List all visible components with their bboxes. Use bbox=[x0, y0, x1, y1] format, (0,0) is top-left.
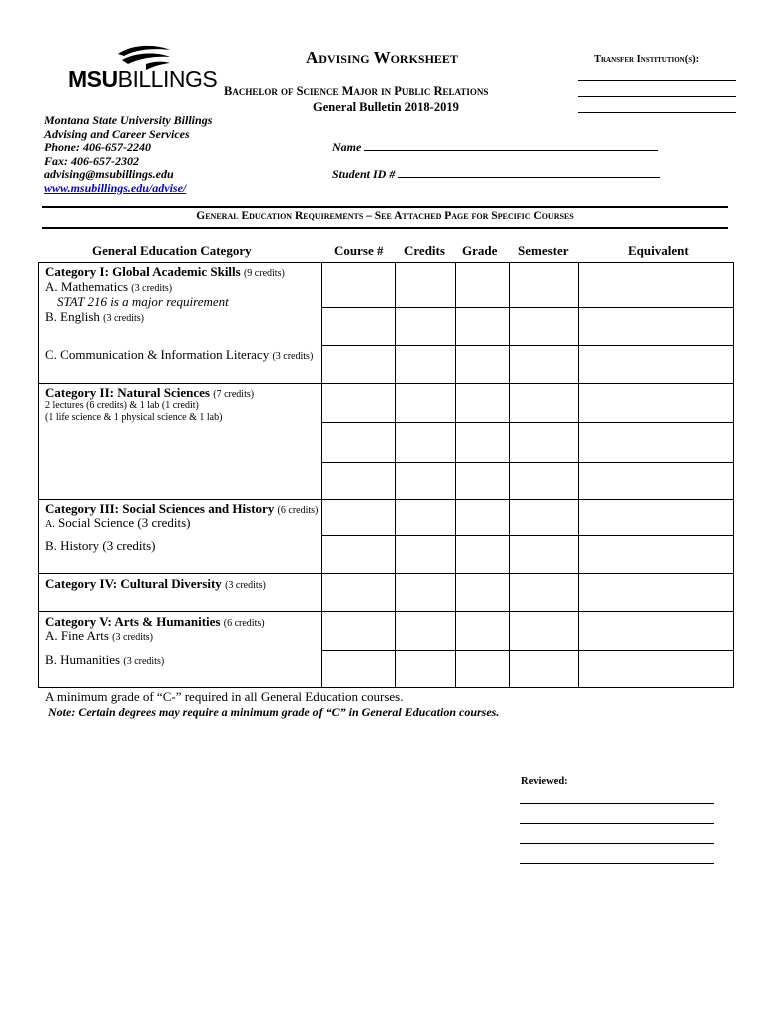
section-bottom-rule bbox=[42, 227, 728, 229]
cat5-fine-arts: A. Fine Arts (3 credits) bbox=[45, 628, 153, 643]
cat3-social-science: A. Social Science (3 credits) bbox=[45, 515, 191, 530]
page-title: Advising Worksheet bbox=[306, 48, 458, 67]
cat2-lectures-note: 2 lectures (6 credits) & 1 lab (1 credit) bbox=[45, 400, 199, 411]
cat1-communication: C. Communication & Information Literacy (3 credits) bbox=[45, 347, 314, 362]
reviewed-label: Reviewed: bbox=[521, 776, 568, 787]
cat2-title: Category II: Natural Sciences (7 credits) bbox=[45, 385, 255, 400]
cat5-humanities: B. Humanities (3 credits) bbox=[45, 652, 165, 667]
bulletin-year: General Bulletin 2018-2019 bbox=[313, 100, 459, 114]
msu-billings-logo bbox=[68, 44, 218, 96]
cat1-english: B. English (3 credits) bbox=[45, 309, 144, 324]
cat1-mathematics: A. Mathematics (3 credits) bbox=[45, 279, 173, 294]
col-header-category: General Education Category bbox=[92, 243, 252, 258]
name-field[interactable] bbox=[332, 140, 658, 155]
student-id-line[interactable] bbox=[398, 167, 660, 178]
reviewed-line[interactable] bbox=[520, 823, 714, 824]
name-line[interactable] bbox=[364, 140, 658, 151]
reviewed-line[interactable] bbox=[520, 863, 714, 864]
col-header-semester: Semester bbox=[518, 243, 569, 258]
reviewed-line[interactable] bbox=[520, 803, 714, 804]
degree-grade-note: Note: Certain degrees may require a minimum grade of “C” in General Education courses. bbox=[48, 705, 500, 719]
cat5-title: Category V: Arts & Humanities (6 credits) bbox=[45, 614, 265, 629]
transfer-institution-line[interactable] bbox=[578, 96, 736, 97]
col-header-course: Course # bbox=[334, 243, 384, 258]
student-id-label: Student ID # bbox=[332, 167, 396, 181]
cat3-title: Category III: Social Sciences and History (6 credits) bbox=[45, 501, 319, 516]
transfer-institution-line[interactable] bbox=[578, 80, 736, 81]
program-subtitle: Bachelor of Science Major in Public Relations bbox=[224, 84, 489, 98]
name-label: Name bbox=[332, 140, 362, 154]
transfer-institution-line[interactable] bbox=[578, 112, 736, 113]
transfer-institutions-label: Transfer Institution(s): bbox=[594, 54, 700, 65]
contact-department: Advising and Career Services bbox=[44, 126, 190, 141]
contact-email: advising@msubillings.edu bbox=[44, 167, 174, 181]
contact-phone: Phone: 406-657-2240 bbox=[44, 140, 151, 154]
student-id-field[interactable] bbox=[332, 167, 660, 182]
cat2-science-note: (1 life science & 1 physical science & 1 lab) bbox=[45, 412, 223, 423]
cat1-math-note: STAT 216 is a major requirement bbox=[57, 294, 229, 309]
col-header-equivalent: Equivalent bbox=[628, 243, 689, 258]
contact-website-link[interactable]: www.msubillings.edu/advise/ bbox=[44, 180, 187, 195]
section-heading: General Education Requirements – See Attached Page for Specific Courses bbox=[196, 210, 574, 222]
cat1-title: Category I: Global Academic Skills (9 credits) bbox=[45, 264, 285, 279]
col-header-credits: Credits bbox=[404, 243, 445, 258]
contact-institution: Montana State University Billings bbox=[44, 113, 213, 127]
logo-wordmark: MSUBILLINGS bbox=[68, 66, 218, 92]
col-header-grade: Grade bbox=[462, 243, 498, 258]
cat3-history: B. History (3 credits) bbox=[45, 538, 156, 553]
cat4-title: Category IV: Cultural Diversity (3 credits) bbox=[45, 576, 266, 591]
min-grade-note: A minimum grade of “C-” required in all General Education courses. bbox=[45, 689, 404, 704]
contact-fax: Fax: 406-657-2302 bbox=[44, 153, 139, 168]
reviewed-line[interactable] bbox=[520, 843, 714, 844]
contact-block bbox=[44, 114, 212, 195]
section-top-rule bbox=[42, 206, 728, 208]
